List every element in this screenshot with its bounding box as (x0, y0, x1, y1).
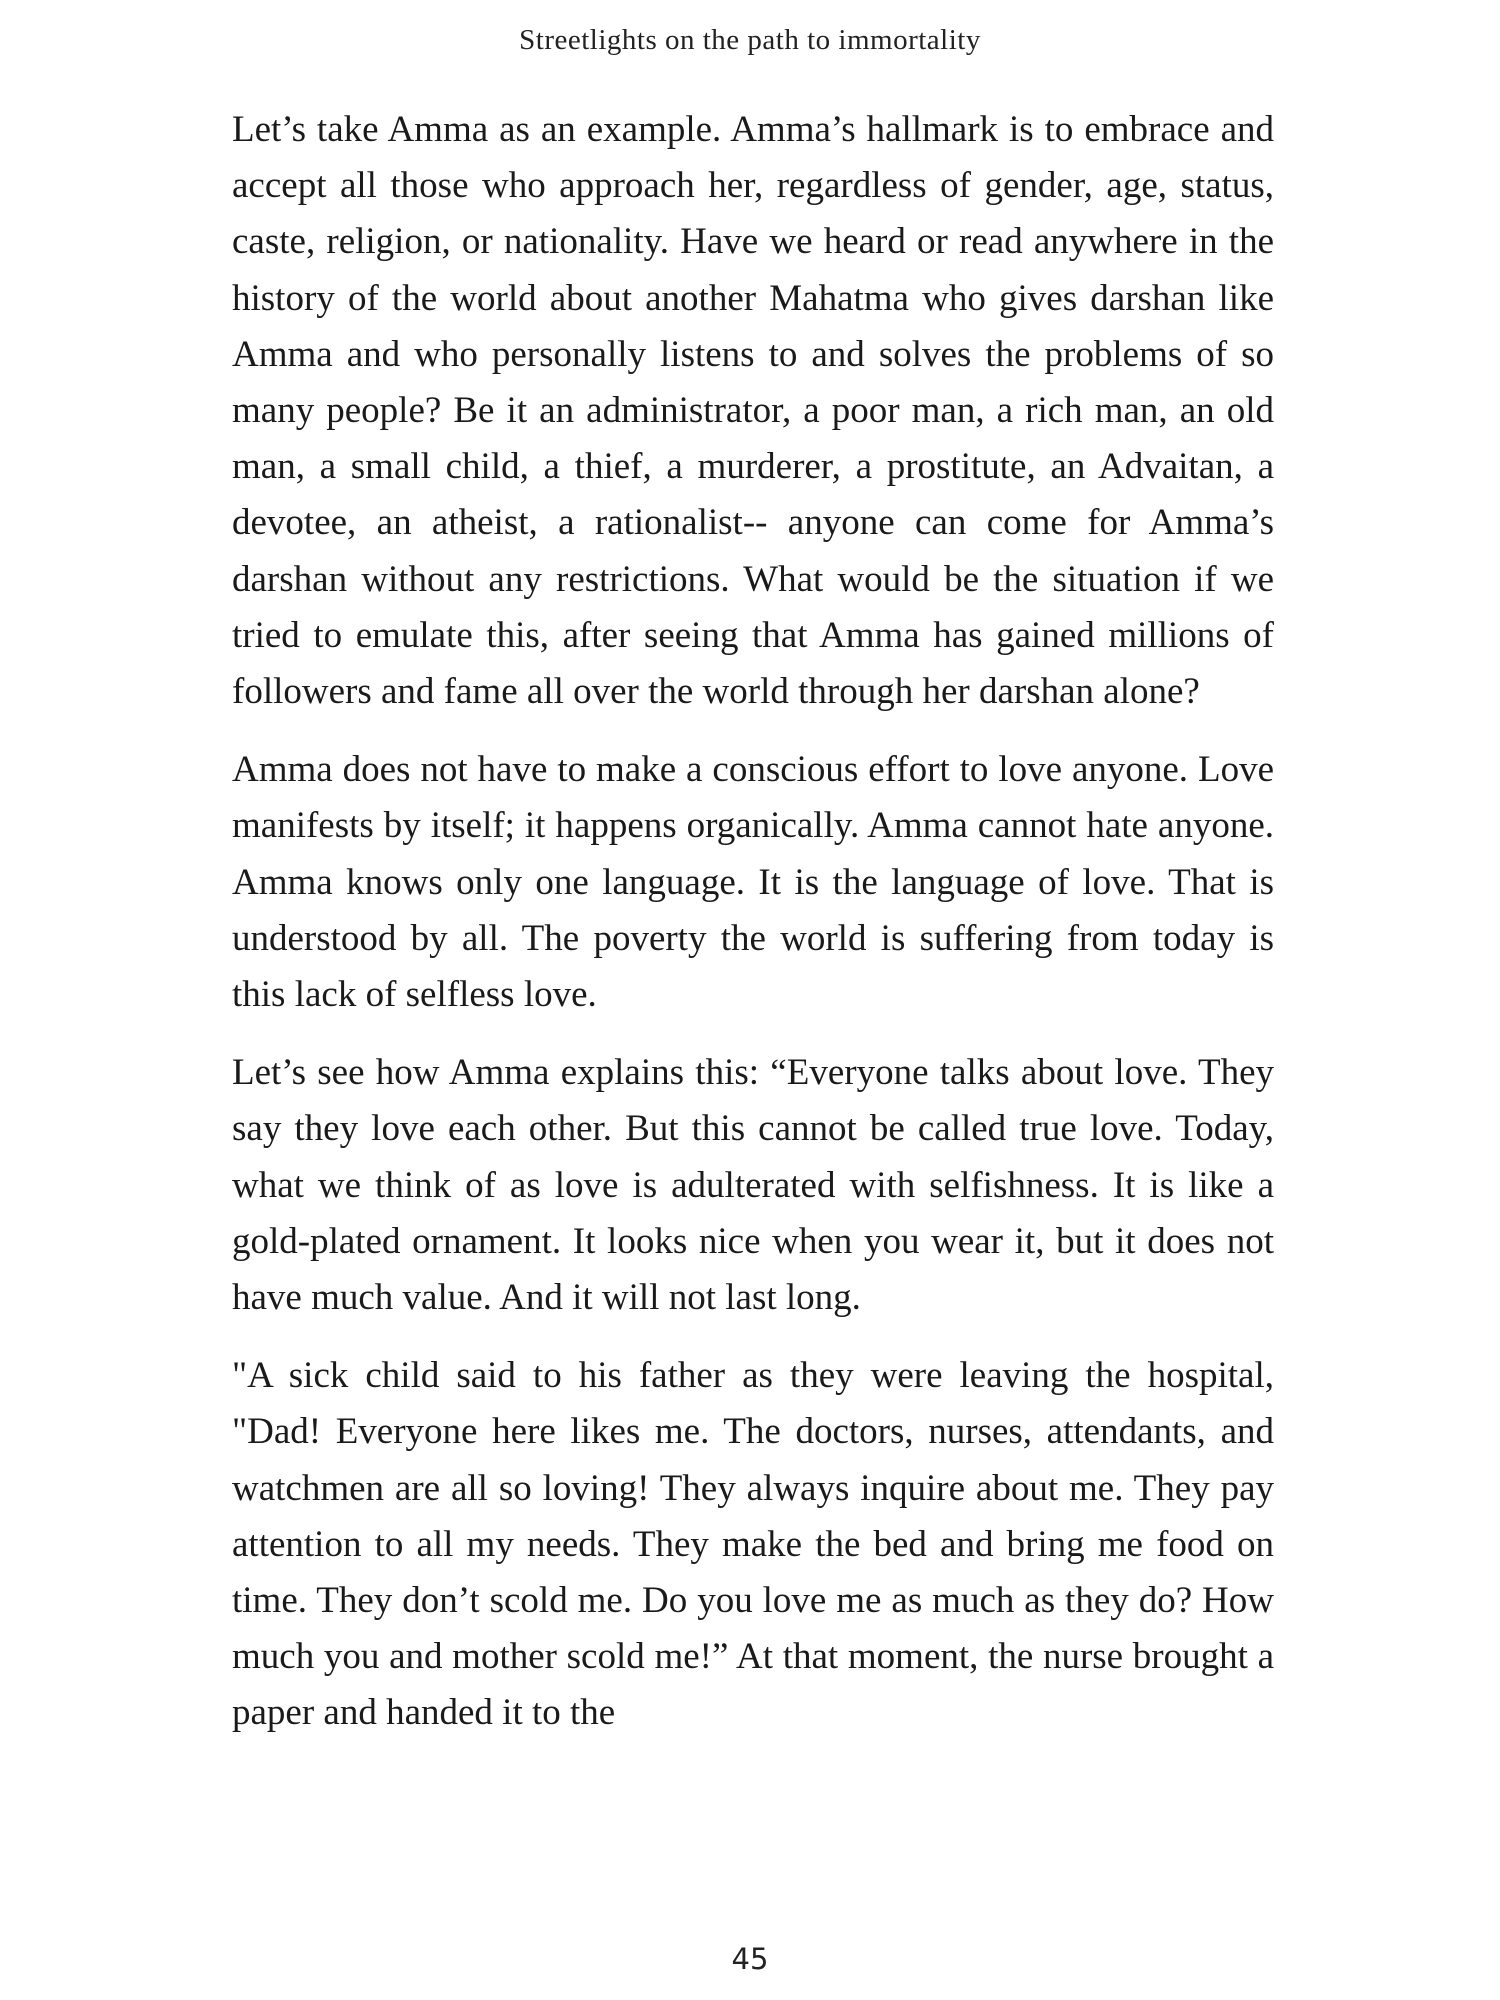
paragraph-3: Let’s see how Amma explains this: “Everyone talks about love. They say they love each other. But this cannot be called true love. Today, what we think of as love is adulterated with selfishness. It is like a gold-plated ornament. It looks nice when you wear it, but it does not have much value. And it will not last long. (232, 1052, 1274, 1319)
body-text (232, 102, 1274, 1764)
running-head: Streetlights on the path to immortality (519, 24, 981, 56)
paragraph-4: "A sick child said to his father as they were leaving the hospital, "Dad! Everyone here likes me. The doctors, nurses, attendants, and watchmen are all so loving! They always inquire about me. They pay attention to all my needs. They make the bed and bring me food on time. They don’t scold me. Do you love me as much as they do? How much you and mother scold me!” At that moment, the nurse brought a paper and handed it to the (232, 1355, 1274, 1734)
paragraph-2: Amma does not have to make a conscious effort to love anyone. Love manifests by itself; it happens organically. Amma cannot hate anyone. Amma knows only one language. It is the language of love. That is understood by all. The poverty the world is suffering from today is this lack of selfless love. (232, 749, 1274, 1016)
paragraph-1: Let’s take Amma as an example. Amma’s hallmark is to embrace and accept all those who approach her, regardless of gender, age, status, caste, religion, or nationality. Have we heard or read anywhere in the history of the world about another Mahatma who gives darshan like Amma and who personally listens to and solves the problems of so many people? Be it an administrator, a poor man, a rich man, an old man, a small child, a thief, a murderer, a prostitute, an Advaitan, a devotee, an atheist, a rationalist-- anyone can come for Amma’s darshan without any restrictions. What would be the situation if we tried to emulate this, after seeing that Amma has gained millions of followers and fame all over the world through her darshan alone? (232, 109, 1274, 713)
page-number: 45 (731, 1942, 769, 1976)
